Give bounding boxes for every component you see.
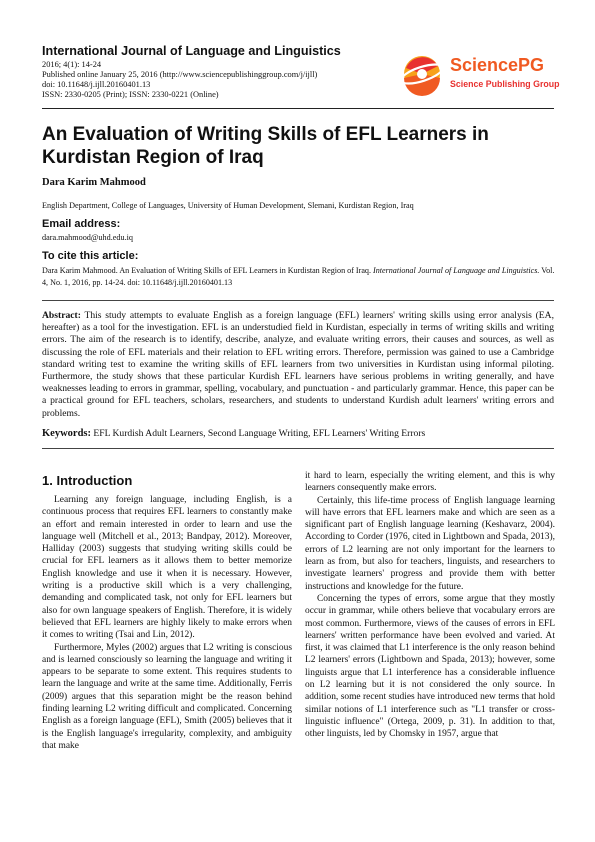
citation-details: Vol. 4, No. 1, 2016, pp. 14-24. doi: 10.11648/j.ijll.20160401.13 [42,266,555,287]
keywords-label: Keywords: [42,428,91,439]
published-online[interactable]: Published online January 25, 2016 (http://www.sciencepublishinggroup.com/j/ijll) [42,70,318,79]
paper-title-line-1: An Evaluation of Writing Skills of EFL Learners in [42,124,489,145]
logo-name: SciencePG [450,55,545,75]
abstract-divider-bottom [42,448,554,449]
paragraph: Certainly, this life-time process of English language learning will have errors that EFL learners make and which are seen as a significant part of English language learning (Keshavarz, 2004). According to Corder (1976, cited in Lightbown and Spada, 2013), errors of L2 learning are not only important for the learners to learn as from, but also for teachers, linguists, and researchers to investigate learners' progress and provide them with better instructions and knowledge for the future. [305,495,555,592]
right-column [305,470,555,741]
citation-journal: International Journal of Language and Linguistics. [373,266,540,275]
header-divider [42,108,554,109]
keywords [42,428,554,439]
abstract-text: This study attempts to evaluate English as a foreign language (EFL) learners' writing skills using error analysis (EA, hereafter) as a tool for the investigation. EFL is an understudied field in Kurdistan, especially in terms of writing skills and writing errors. The aim of the research is to identify, describe, analyze, and evaluate writing errors, their causes and sources, as well as discussing the role of EFL materials and their relation to EFL writing errors. Therefore, permission was gained to use a Cambridge standard writing test to examine the writing skills of EFL learners from two universities in Kurdistan using informal piloting. Furthermore, the study shows that these particular Kurdish EFL learners have serious problems in writing generally, and have weaknesses leading to errors in grammar, spelling, vocabulary, and punctuation - and particularly grammar. Hence, this paper can be a practical ground for EFL teachers, scholars, researchers, and students to understand Kurdish adult learners' writing errors and problems. [42,310,554,419]
abstract-label: Abstract: [42,310,81,321]
paragraph: it hard to learn, especially the writing element, and this is why learners consequently make errors. [305,471,555,494]
paper-title-line-2: Kurdistan Region of Iraq [42,147,264,168]
doi-line[interactable]: doi: 10.11648/j.ijll.20160401.13 [42,80,151,89]
abstract [42,310,554,420]
paragraph: Learning any foreign language, including English, is a continuous process that requires EFL learners to constantly make an effort and remain interested in order to learn and use the language well (Mitchell et al., 2013; Bandpay, 2012). Moreover, Halliday (2003) suggests that studying writing skills could be crucial for EFL learners as it allows them to better memorize English knowledge and use it when it is necessary. However, writing is a productive skill which is a very challenging, demanding and complicated task, not only for EFL learners but also for own language speakers of English. Therefore, it is widely believed that EFL learners are highly likely to make errors when it comes to writing (Tsai and Lin, 2012). [42,495,292,641]
keywords-text: EFL Kurdish Adult Learners, Second Language Writing, EFL Learners' Writing Errors [93,428,426,439]
logo-subtitle: Science Publishing Group [450,79,560,89]
sciencepg-logo[interactable] [398,48,560,100]
journal-title: International Journal of Language and Linguistics [42,44,341,58]
email-heading: Email address: [42,218,121,230]
citation-text: Dara Karim Mahmood. An Evaluation of Writing Skills of EFL Learners in Kurdistan Region of Iraq. [42,266,371,275]
paragraph: Concerning the types of errors, some argue that they mostly occur in grammar, while others believe that vocabulary errors are most common. Furthermore, views of the causes of errors in EFL learners' written performance have been evolved and varied. At first, it was claimed that L1 interference is the only reason behind L2 learners' errors (Lightbown and Spada, 2013); however, some linguists argue that L1 interference has a considerable influence on L2 learning but it is not considered the only source. In addition, some recent studies have introduced new terms that hold similar notions of L1 interference such as "L1 transfer or cross-linguistic influence" (Ortega, 2009, p. 31). In addition to that, other linguists, led by Chomsky in 1957, argue that [305,593,555,740]
issue-info: 2016; 4(1): 14-24 [42,60,102,69]
author-name: Dara Karim Mahmood [42,177,146,188]
author-affiliation: English Department, College of Languages, University of Human Development, Slemani, Kurdistan Region, Iraq [42,201,414,210]
left-column [42,494,292,752]
abstract-divider-top [42,300,554,301]
email-address[interactable]: dara.mahmood@uhd.edu.iq [42,233,133,242]
citation [42,265,556,288]
section-heading-introduction: 1. Introduction [42,473,133,488]
issn-line: ISSN: 2330-0205 (Print); ISSN: 2330-0221 (Online) [42,90,219,99]
paper-title [42,123,554,169]
cite-heading: To cite this article: [42,250,139,262]
paragraph: Furthermore, Myles (2002) argues that L2 writing is conscious and is learned consciously so learning the language and writing it appears to be separate to some extent. This requires students to learn the language and write at the same time. Additionally, Ferris (2009) argues that this separation might be the reason behind finding learning L2 writing difficult and complicated. Concerning English as a foreign language (EFL), Smith (2005) believes that it is the English language's irregularity, complexity, and ambiguity that make [42,642,292,751]
